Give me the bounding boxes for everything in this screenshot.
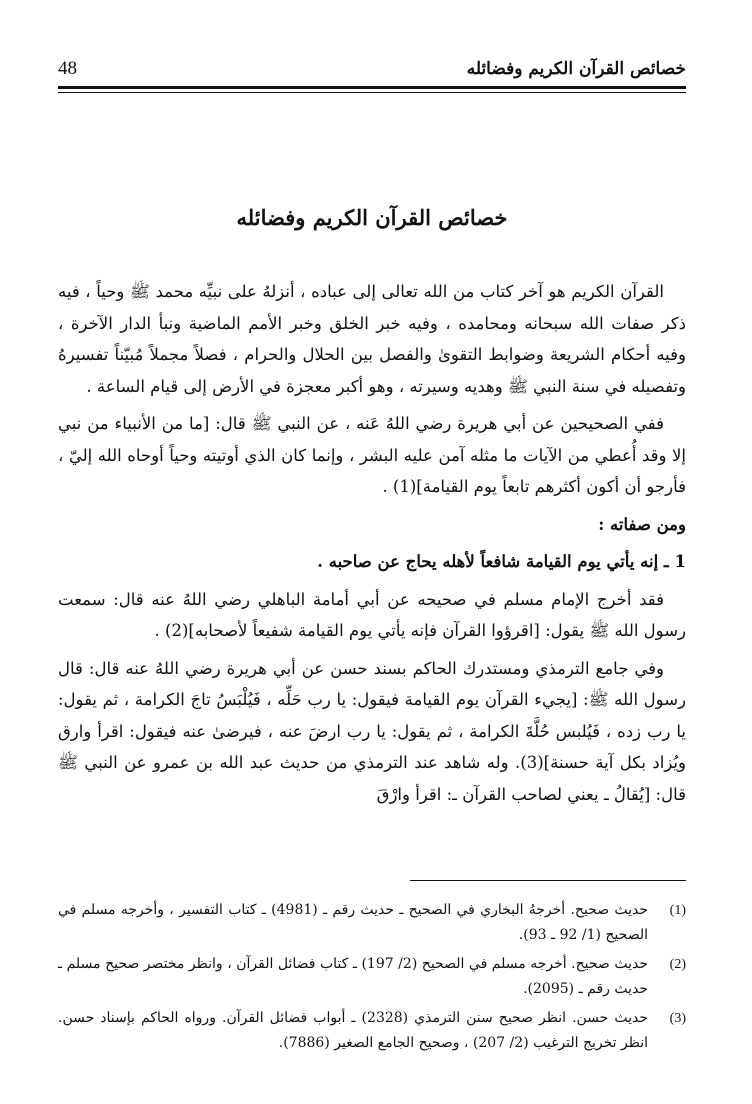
running-title: خصائص القرآن الكريم وفضائله <box>466 59 686 79</box>
chapter-title: خصائص القرآن الكريم وفضائله <box>236 205 508 230</box>
footnotes <box>58 898 686 1060</box>
section-subhead: ومن صفاته : <box>598 514 686 534</box>
footnote-item <box>58 1006 686 1056</box>
point-heading-1: 1 ـ إنه يأتي يوم القيامة شافعاً لأهله يحاج عن صاحبه . <box>317 552 686 571</box>
header-rule-thick <box>58 86 686 89</box>
page-number: 48 <box>58 58 77 79</box>
body-text <box>58 276 686 816</box>
footnote-text: حديث صحيح. أخرجهُ البخاري في الصحيح ـ حديث رقم ـ (4981) ـ كتاب التفسير ، وأخرجه مسلم في الصحيح (1/ 92 ـ 93). <box>58 902 648 943</box>
footnote-item <box>58 898 686 948</box>
footnote-number: (2) <box>669 957 686 972</box>
page-header <box>58 52 686 86</box>
footnote-item <box>58 952 686 1002</box>
paragraph-intro: القرآن الكريم هو آخر كتاب من الله تعالى إلى عباده ، أنزلهُ على نبيِّه محمد ﷺ وحياً ، فيه ذكر صفات الله سبحانه ومحامده ، وفيه خبر الخلق وخبر الأمم الماضية ونبأ الدار الآخرة ، وفيه أحكام الشريعة وضوابط التقوىٰ والفصل بين الحلال والحرام ، فصلاً مجملاً مُبيّناً تفسيرهُ وتفصيله في سنة النبي ﷺ وهديه وسيرته ، وهو أكبر معجزة في الأرض إلى قيام الساعة . <box>58 282 686 396</box>
footnote-number: (3) <box>669 1011 686 1026</box>
footnote-separator <box>410 880 686 881</box>
footnote-text: حديث حسن. انظر صحيح سنن الترمذي (2328) ـ أبواب فضائل القرآن. ورواه الحاكم بإسناد حسن. انظر تخريج الترغيب (2/ 207) ، وصحيح الجامع الصغير (7886). <box>58 1010 649 1051</box>
paragraph-muslim: فقد أخرج الإمام مسلم في صحيحه عن أبي أمامة الباهلي رضي اللهُ عنه قال: سمعت رسول الله ﷺ يقول: [اقرؤوا القرآن فإنه يأتي يوم القيامة شفيعاً لأصحابه](2) . <box>58 589 686 640</box>
footnote-text: حديث صحيح. أخرجه مسلم في الصحيح (2/ 197) ـ كتاب فضائل القرآن ، وانظر مختصر صحيح مسلم ـ حديث رقم ـ (2095). <box>58 956 648 997</box>
paragraph-sahihayn: ففي الصحيحين عن أبي هريرة رضي اللهُ عَنه ، عن النبي ﷺ قال: [ما من الأنبياء من نبي إلا وقد أُعطي من الآيات ما مثله آمن عليه البشر ، وإنما كان الذي أوتيته وحياً أوحاه الله إليّ ، فأرجو أن أكون أكثرهم تابعاً يوم القيامة](1) . <box>58 414 686 496</box>
footnote-number: (1) <box>669 903 686 918</box>
header-rule-thin <box>58 92 686 93</box>
paragraph-tirmidhi: وفي جامع الترمذي ومستدرك الحاكم بسند حسن عن أبي هريرة رضي اللهُ عنه قال: قال رسول الله ﷺ: [يجيء القرآن يوم القيامة فيقول: يا رب حَلِّه ، فَيُلْبَسُ تاجَ الكرامة ، ثم يقول: يا رب زده ، فَيُلبس حُلَّةَ الكرامة ، ثم يقول: يا رب ارضَ عنه ، فيرضىٰ عنه فيقول: اقرأ وارق ويُزاد بكل آية حسنة](3). وله شاهد عند الترمذي من حديث عبد الله بن عمرو عن النبي ﷺ قال: [يُقالُ ـ يعني لصاحب القرآن ـ: اقرأ وارْقَ <box>58 658 686 804</box>
